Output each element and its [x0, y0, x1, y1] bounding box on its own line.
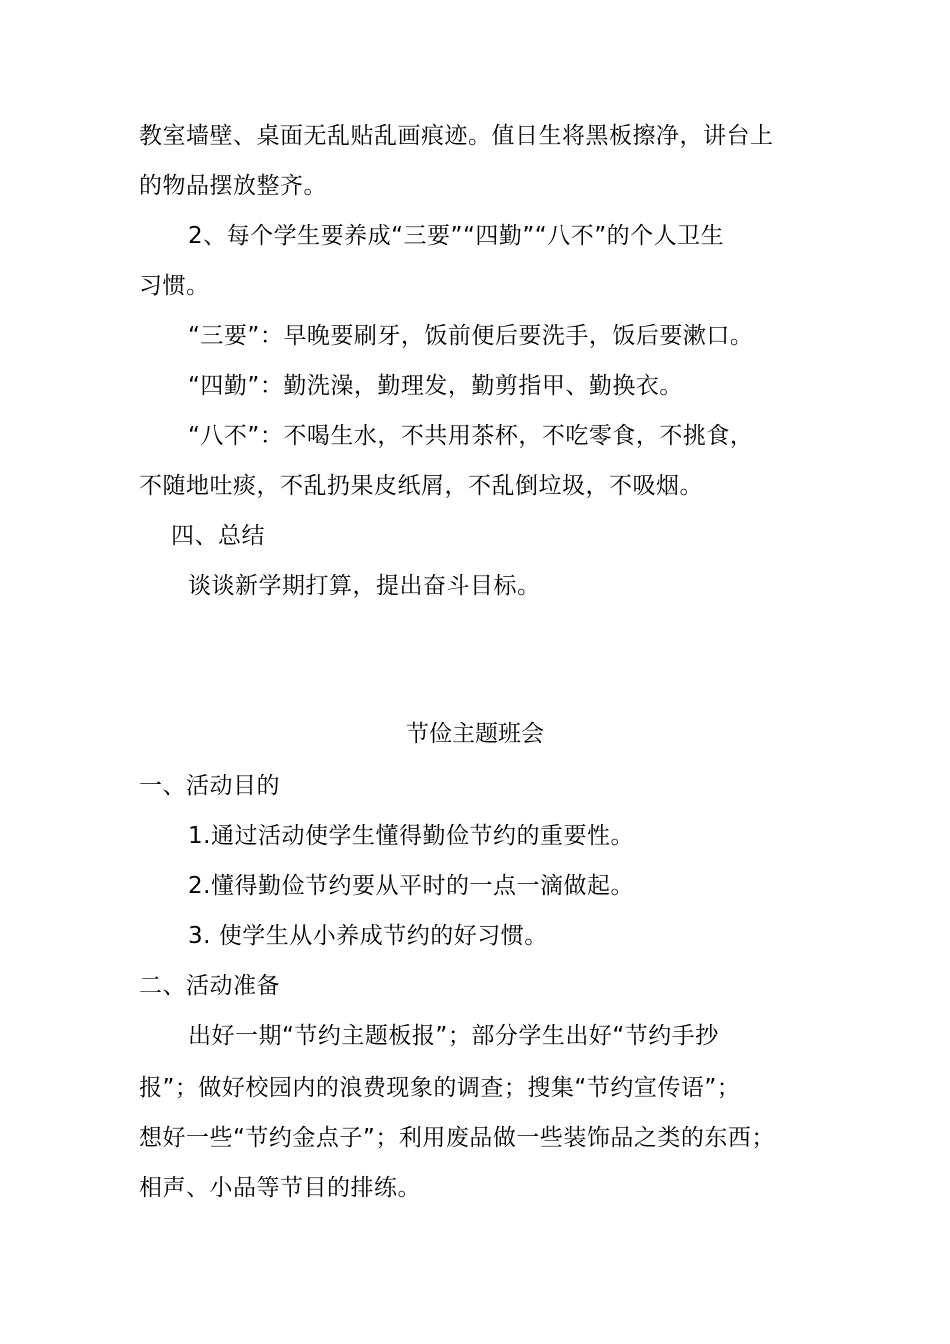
paragraph-line: 谈谈新学期打算，提出奋斗目标。 [188, 573, 541, 599]
document-title: 节俭主题班会 [406, 721, 544, 747]
paragraph-line: 出好一期“节约主题板报”；部分学生出好“节约手抄 [188, 1023, 719, 1049]
list-item: 2.懂得勤俭节约要从平时的一点一滴做起。 [188, 873, 634, 899]
section-heading: 二、活动准备 [139, 973, 280, 999]
paragraph-line: 不随地吐痰，不乱扔果皮纸屑，不乱倒垃圾，不吸烟。 [139, 473, 703, 499]
list-item: 3. 使学生从小养成节约的好习惯。 [188, 923, 548, 949]
paragraph-line: 2、每个学生要养成“三要”“四勤”“八不”的个人卫生 [188, 223, 725, 249]
paragraph-line: “三要”：早晚要刷牙，饭前便后要洗手，饭后要漱口。 [188, 323, 754, 349]
paragraph-line: 相声、小品等节目的排练。 [139, 1175, 421, 1201]
paragraph-line: “八不”：不喝生水，不共用茶杯，不吃零食，不挑食， [188, 423, 754, 449]
list-item: 1.通过活动使学生懂得勤俭节约的重要性。 [188, 823, 634, 849]
paragraph-line: 的物品摆放整齐。 [139, 173, 327, 199]
paragraph-line: 想好一些“节约金点子”；利用废品做一些装饰品之类的东西； [139, 1125, 775, 1151]
paragraph-line: 习惯。 [139, 273, 210, 299]
section-heading: 一、活动目的 [139, 773, 280, 799]
paragraph-line: 教室墙壁、桌面无乱贴乱画痕迹。值日生将黑板擦净，讲台上 [139, 123, 774, 149]
paragraph-line: 报”；做好校园内的浪费现象的调查；搜集“节约宣传语”； [139, 1075, 741, 1101]
paragraph-line: “四勤”：勤洗澡，勤理发，勤剪指甲、勤换衣。 [188, 373, 683, 399]
section-heading: 四、总结 [171, 523, 265, 549]
